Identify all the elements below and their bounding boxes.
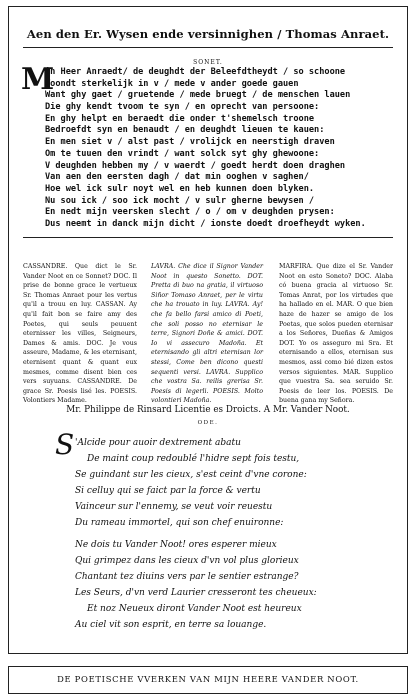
ode-line: Vainceur sur l'ennemy, se veut voir reuestu [75, 502, 273, 512]
page-headline: Aen den Er. Wysen ende versinnighen / Thomas Anraet. [26, 27, 390, 41]
ode-drop-cap: S [55, 428, 75, 461]
sonnet-drop-cap: M [21, 62, 55, 97]
sonnet-line: Woondt sterkelijk in v / mede v ander goede gauen [45, 78, 299, 89]
ode-line: Si celluy qui se faict par la force & vertu [75, 486, 261, 496]
ode-line: 'Alcide pour auoir dextrement abatu [75, 438, 241, 448]
dialogue-spanish-text: MARFIRA. Que dize el Sr. Vander Noot en esto Soneto? DOC. Alaba có buena gracia al virtuoso Sr. Tomas Anrat, por los virtudes que ha hallado en el. MAR. O que bien haze de hazer se amigo de los Poetas, que solos pueden eternisar a los Señores, Dueñas & Amigos DOT. Yo os asseguro mi Sra. Et eternisando a ellos, eternisan sus mesmos, assi como bié dizen estos versos siguientes. MAR. Supplico que vuestra Sa. sea seruido Sr. Poesis de leer los. POESIS. De buena gana my Señora. [279, 263, 393, 405]
ode-line: Qui grimpez dans les cieux d'vn vol plus glorieux [75, 556, 299, 566]
top-rule [23, 47, 393, 48]
sonnet-label: SONET. [193, 59, 223, 66]
dialogue-italian [151, 262, 263, 406]
dialogue-spanish [279, 262, 393, 406]
sonnet-line: V deughden hebben my / v waerdt / goedt herdt doen draghen [45, 160, 346, 171]
sonnet-line: Nu sou ick / soo ick mocht / v sulr gherne bewysen / [45, 195, 315, 206]
sonnet-line: Om te tuuen den vrindt / want solck syt ghy ghewoone: [45, 148, 320, 159]
ode-line: Se guindant sur les cieux, s'est ceint d'vne corone: [75, 470, 307, 480]
dialogue-italian-text: LAVRA. Che dice il Signor Vander Noot in questo Sonetto. DOT. Pretta di buo na gratia, il virtuoso Siñor Tomaso Anraet, per le virtu che ha trouato in luy. LAVRA. Ay! che fa bello farsi amico di Poeti, che soli posso no eternisar le terre, Signori Doñe & amici. DOT. Io vi assecuro Madoña. Et eternisando gli altri eternisan lor stessi, Come ben dicono questi sequenti versi. LAVRA. Supplico che vostra Sa. reilis grerisa Sr. Poesis di legerli. POESIS. Molto volontieri Madoña. [151, 263, 263, 405]
sonnet-line: Want ghy gaet / gruetende / mede bruegt / de menschen lauen [45, 90, 351, 101]
ode-block [55, 428, 375, 633]
ode-label: ODE. [197, 420, 219, 426]
sonnet-line: En ghy helpt en beraedt die onder t'shemelsch troone [45, 113, 315, 124]
sonnet-line: Van aen den eersten dagh / dat min ooghen v saghen/ [45, 172, 309, 183]
ode-line: Et noz Neueux diront Vander Noot est heureux [87, 604, 302, 614]
sonnet-line: Die ghy kendt tvoom te syn / en oprecht van persoone: [45, 102, 320, 113]
dialogue-columns [23, 262, 393, 405]
sonnet-line: Dus neemt in danck mijn dicht / ionste doedt droefheydt wyken. [45, 218, 366, 229]
dialogue-french-text: CASSANDRE. Que dict le Sr. Vander Noot en ce Sonnet? DOC. Il prise de bonne grace le vertueux Sr. Thomas Anraet pour les vertus qu'il a trouu en luy. CASSAN. Ay qu'il fait bon se faire amy des Poetes, qui seuls peuuent eternisser les villes, Seigneurs, Dames & amis. DOC. Je vous asseure, Madame, & les eternisant, eternisent quant & quant eux mesmes, comme disent bien ces vers suyuans. CASSANDRE. De grace Sr. Poesis lisé les. POESIS. Volontiers Madame. [23, 263, 137, 405]
sonnet-line: En men siet v / alst past / vrolijck en neerstigh draven [45, 137, 335, 148]
sonnet-line: Bedroefdt syn en benaudt / en deughdt lieuen te kauen: [45, 125, 325, 136]
sonnet-line: Hoe wel ick sulr noyt wel en heb kunnen doen blyken. [45, 183, 315, 194]
page-footer: DE POETISCHE VVERKEN VAN MIJN HEERE VANDER NOOT. [8, 666, 408, 694]
page-frame [8, 6, 408, 654]
ode-line: Chantant tez diuins vers par le sentier estrange? [75, 572, 299, 582]
ode-line: Au ciel vit son esprit, en terre sa louange. [75, 620, 267, 630]
dialogue-french [23, 262, 137, 406]
sonnet-line: in Heer Anraedt/ de deughdt der Beleefdtheydt / so schoone [45, 67, 346, 77]
ode-line: Du rameau immortel, qui son chef enuironne: [75, 518, 284, 528]
ode-line: Les Seurs, d'vn verd Laurier cresseront tes cheueux: [75, 588, 317, 598]
ode-line: Ne dois tu Vander Noot! ores esperer mieux [75, 540, 277, 550]
mid-rule [23, 237, 393, 238]
sonnet-line: En nedt mijn veersken slecht / o / om v deughden prysen: [45, 207, 335, 218]
ode-heading: Mr. Philippe de Rinsard Licentie es Droicts. A Mr. Vander Noot. [66, 405, 350, 415]
ode-line: De maint coup redoublé l'hidre sept fois testu, [87, 454, 300, 464]
